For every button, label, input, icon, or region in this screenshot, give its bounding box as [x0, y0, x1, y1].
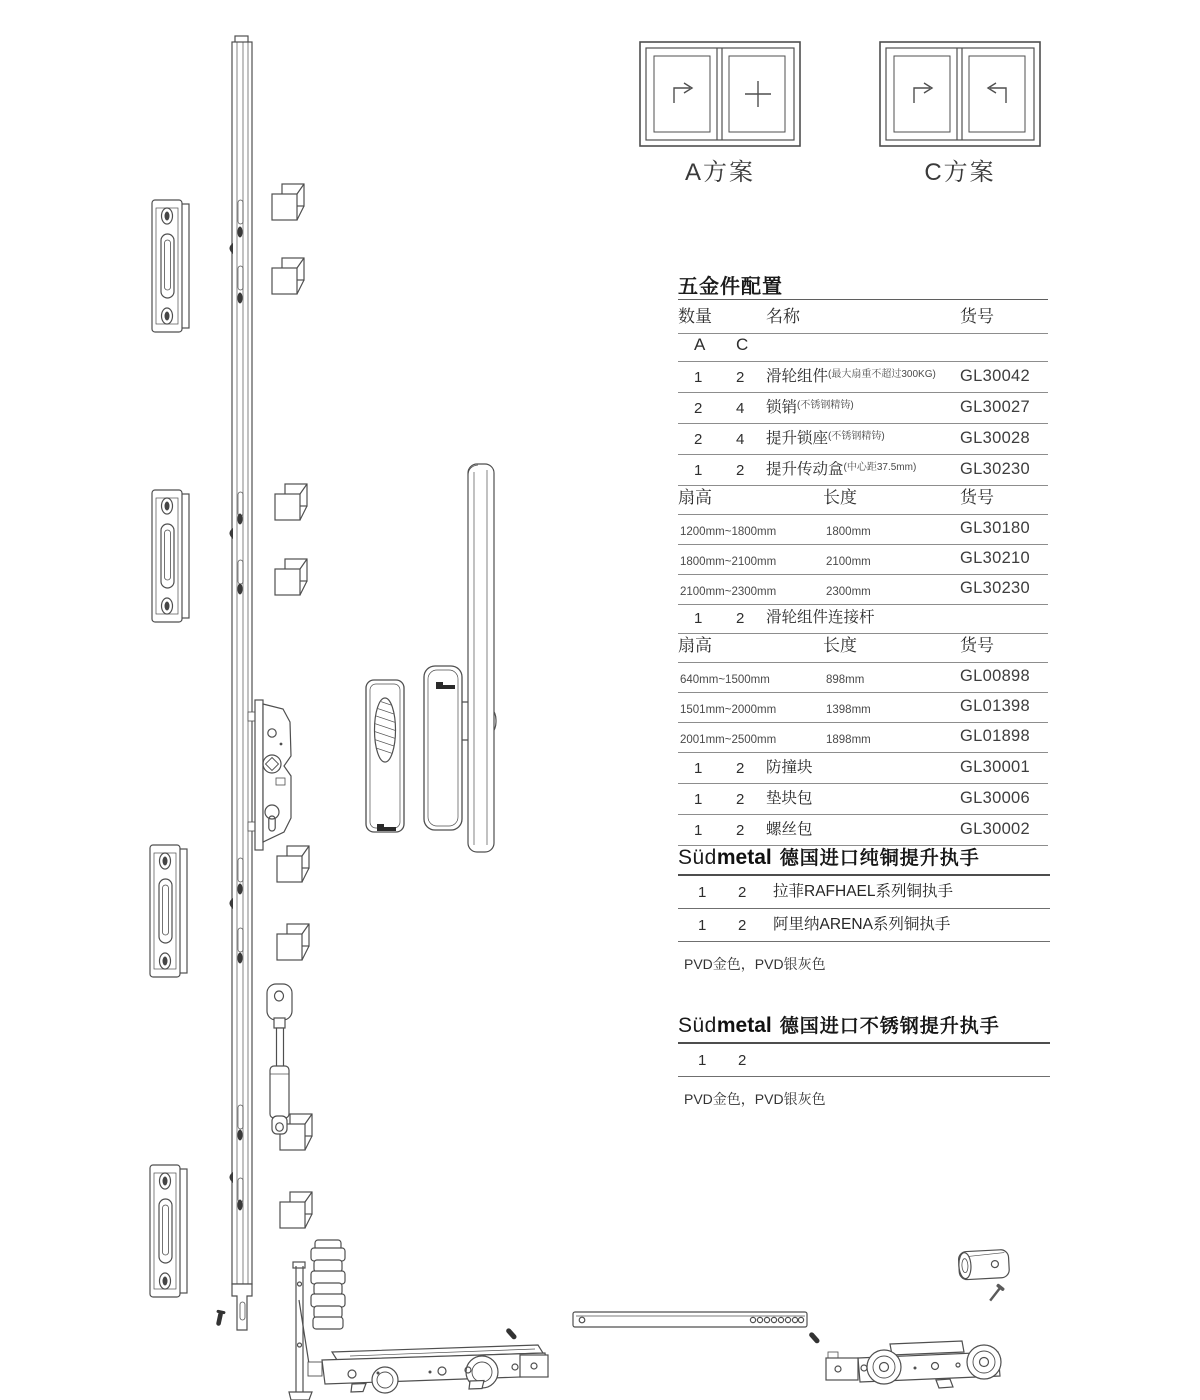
- item-name: 螺丝包: [766, 821, 813, 838]
- item-code: GL30230: [960, 579, 1030, 597]
- size-row: [678, 693, 1048, 723]
- item-name: 提升锁座 (不锈钢精铸): [766, 430, 885, 447]
- item-name: 锁销 (不锈钢精铸): [766, 399, 854, 416]
- item-name: 垫块包: [766, 790, 813, 807]
- sash-height: 1800mm~2100mm: [680, 556, 777, 568]
- qty-a: 1: [698, 1052, 707, 1069]
- qty-a: 1: [698, 917, 707, 934]
- lock-keeper-plate: [150, 1165, 187, 1297]
- window-scheme-c-label: C方案: [924, 159, 996, 186]
- table-row: [678, 424, 1048, 455]
- fixed-pane-plus-icon: [745, 81, 771, 107]
- qty-c: 2: [736, 462, 745, 479]
- section-row: [678, 876, 1050, 909]
- col-a: A: [694, 335, 706, 354]
- size-row: [678, 515, 1048, 545]
- sash-height: 2100mm~2300mm: [680, 586, 777, 598]
- lift-lock-drive-bar: [230, 36, 253, 1330]
- screw: [987, 1283, 1005, 1303]
- qty-c: 2: [736, 791, 745, 808]
- slide-arrow-icon: [674, 83, 692, 103]
- table-title: 五金件配置: [678, 270, 1048, 300]
- col-code: 货号: [960, 307, 994, 326]
- roller-connecting-rod: [573, 1312, 807, 1327]
- table-row: [678, 393, 1048, 424]
- spacer-block: [272, 184, 304, 220]
- qty-a: 1: [694, 369, 703, 386]
- section-row: [678, 909, 1050, 942]
- qty-a: 1: [694, 610, 703, 627]
- spacer-block: [275, 559, 307, 595]
- screw: [214, 1310, 226, 1327]
- window-scheme-c-diagram: [880, 42, 1040, 146]
- size-row: [678, 663, 1048, 693]
- length: 2100mm: [826, 556, 871, 568]
- table-row: [678, 815, 1048, 846]
- qty-a: 1: [694, 822, 703, 839]
- flush-pull-handle: [366, 680, 404, 832]
- qty-a: 2: [694, 431, 703, 448]
- item-code: GL30180: [960, 519, 1030, 537]
- anti-collision-block: [958, 1249, 1009, 1280]
- section-title: Südmetal 德国进口不锈钢提升执手: [678, 1011, 1050, 1044]
- col-name: 名称: [766, 307, 800, 326]
- lock-keeper-plate: [152, 490, 189, 622]
- item-code: GL01898: [960, 727, 1030, 745]
- spacer-block: [277, 846, 309, 882]
- item-name: 防撞块: [766, 759, 813, 776]
- lift-transmission-rod: [267, 984, 292, 1134]
- roller-carriage: [826, 1341, 1001, 1388]
- size-row: [678, 723, 1048, 753]
- lock-keeper-plate: [150, 845, 187, 977]
- qty-a: 1: [698, 884, 707, 901]
- qty-a: 2: [694, 400, 703, 417]
- lift-gearbox: [248, 700, 291, 850]
- table-row: [678, 362, 1048, 393]
- item-code: GL01398: [960, 697, 1030, 715]
- window-scheme-a-diagram: [640, 42, 800, 146]
- col-length: 长度: [823, 636, 857, 655]
- size-row: [678, 545, 1048, 575]
- spacer-block: [275, 484, 307, 520]
- length: 898mm: [826, 674, 865, 686]
- lift-handle: [424, 464, 496, 852]
- qty-c: 4: [736, 431, 745, 448]
- screw: [808, 1331, 820, 1344]
- size-header-row: [678, 486, 1048, 515]
- qty-a: 1: [694, 760, 703, 777]
- qty-c: 4: [736, 400, 745, 417]
- steel-handle-section: [678, 1011, 1050, 1109]
- col-qty: 数量: [678, 307, 712, 326]
- spacer-block: [272, 258, 304, 294]
- item-name: 拉菲RAFHAEL系列铜执手: [773, 883, 953, 900]
- item-code: GL30001: [960, 758, 1030, 776]
- qty-a: 1: [694, 462, 703, 479]
- item-code: GL00898: [960, 667, 1030, 685]
- item-code: GL30028: [960, 429, 1030, 447]
- lock-keeper-plate: [152, 200, 189, 332]
- size-row: [678, 575, 1048, 605]
- qty-c: 2: [736, 369, 745, 386]
- flexible-corner-connector: [311, 1240, 345, 1329]
- corner-roller-assembly: [289, 1240, 548, 1400]
- window-scheme-a-label: A方案: [684, 159, 755, 186]
- col-sash-height: 扇高: [678, 636, 712, 655]
- length: 1898mm: [826, 734, 871, 746]
- sash-height: 1501mm~2000mm: [680, 704, 777, 716]
- item-code: GL30002: [960, 820, 1030, 838]
- qty-c: 2: [738, 884, 747, 901]
- brass-handle-section: [678, 843, 1050, 974]
- qty-c: 2: [736, 822, 745, 839]
- item-name: 提升传动盒 (中心距37.5mm): [766, 461, 917, 478]
- spacer-block: [280, 1192, 312, 1228]
- screw: [505, 1327, 517, 1340]
- brand-logo: Süd: [678, 846, 717, 869]
- table-subheader-row: [678, 334, 1048, 362]
- qty-a: 1: [694, 791, 703, 808]
- brand-logo: Süd: [678, 1014, 717, 1037]
- slide-arrow-left-icon: [988, 83, 1006, 103]
- qty-c: 2: [736, 610, 745, 627]
- hardware-config-table: [678, 270, 1048, 846]
- item-code: GL30210: [960, 549, 1030, 567]
- finish-note: PVD金色，PVD银灰色: [684, 956, 826, 972]
- item-name: 滑轮组件连接杆: [766, 609, 875, 626]
- col-c: C: [736, 335, 749, 354]
- size-header-row: [678, 634, 1048, 663]
- item-code: GL30027: [960, 398, 1030, 416]
- table-row: [678, 605, 1048, 634]
- table-row: [678, 455, 1048, 486]
- sash-height: 2001mm~2500mm: [680, 734, 777, 746]
- table-header-row: [678, 300, 1048, 334]
- length: 1398mm: [826, 704, 871, 716]
- length: 1800mm: [826, 526, 871, 538]
- table-row: [678, 753, 1048, 784]
- item-code: GL30006: [960, 789, 1030, 807]
- table-row: [678, 784, 1048, 815]
- col-sash-height: 扇高: [678, 488, 712, 507]
- section-row: [678, 1044, 1050, 1077]
- item-code: GL30042: [960, 367, 1030, 385]
- item-code: GL30230: [960, 460, 1030, 478]
- sash-height: 640mm~1500mm: [680, 674, 770, 686]
- finish-note: PVD金色，PVD银灰色: [684, 1091, 826, 1107]
- qty-c: 2: [738, 917, 747, 934]
- slide-arrow-right-icon: [914, 83, 932, 103]
- length: 2300mm: [826, 586, 871, 598]
- col-length: 长度: [823, 488, 857, 507]
- sash-height: 1200mm~1800mm: [680, 526, 777, 538]
- spacer-block: [277, 924, 309, 960]
- section-title: Südmetal 德国进口纯铜提升执手: [678, 843, 1050, 876]
- qty-c: 2: [738, 1052, 747, 1069]
- qty-c: 2: [736, 760, 745, 777]
- item-name: 滑轮组件 (最大扇重不超过300KG): [766, 368, 936, 385]
- item-name: 阿里纳ARENA系列铜执手: [773, 916, 951, 933]
- col-code: 货号: [960, 636, 994, 655]
- col-code: 货号: [960, 488, 994, 507]
